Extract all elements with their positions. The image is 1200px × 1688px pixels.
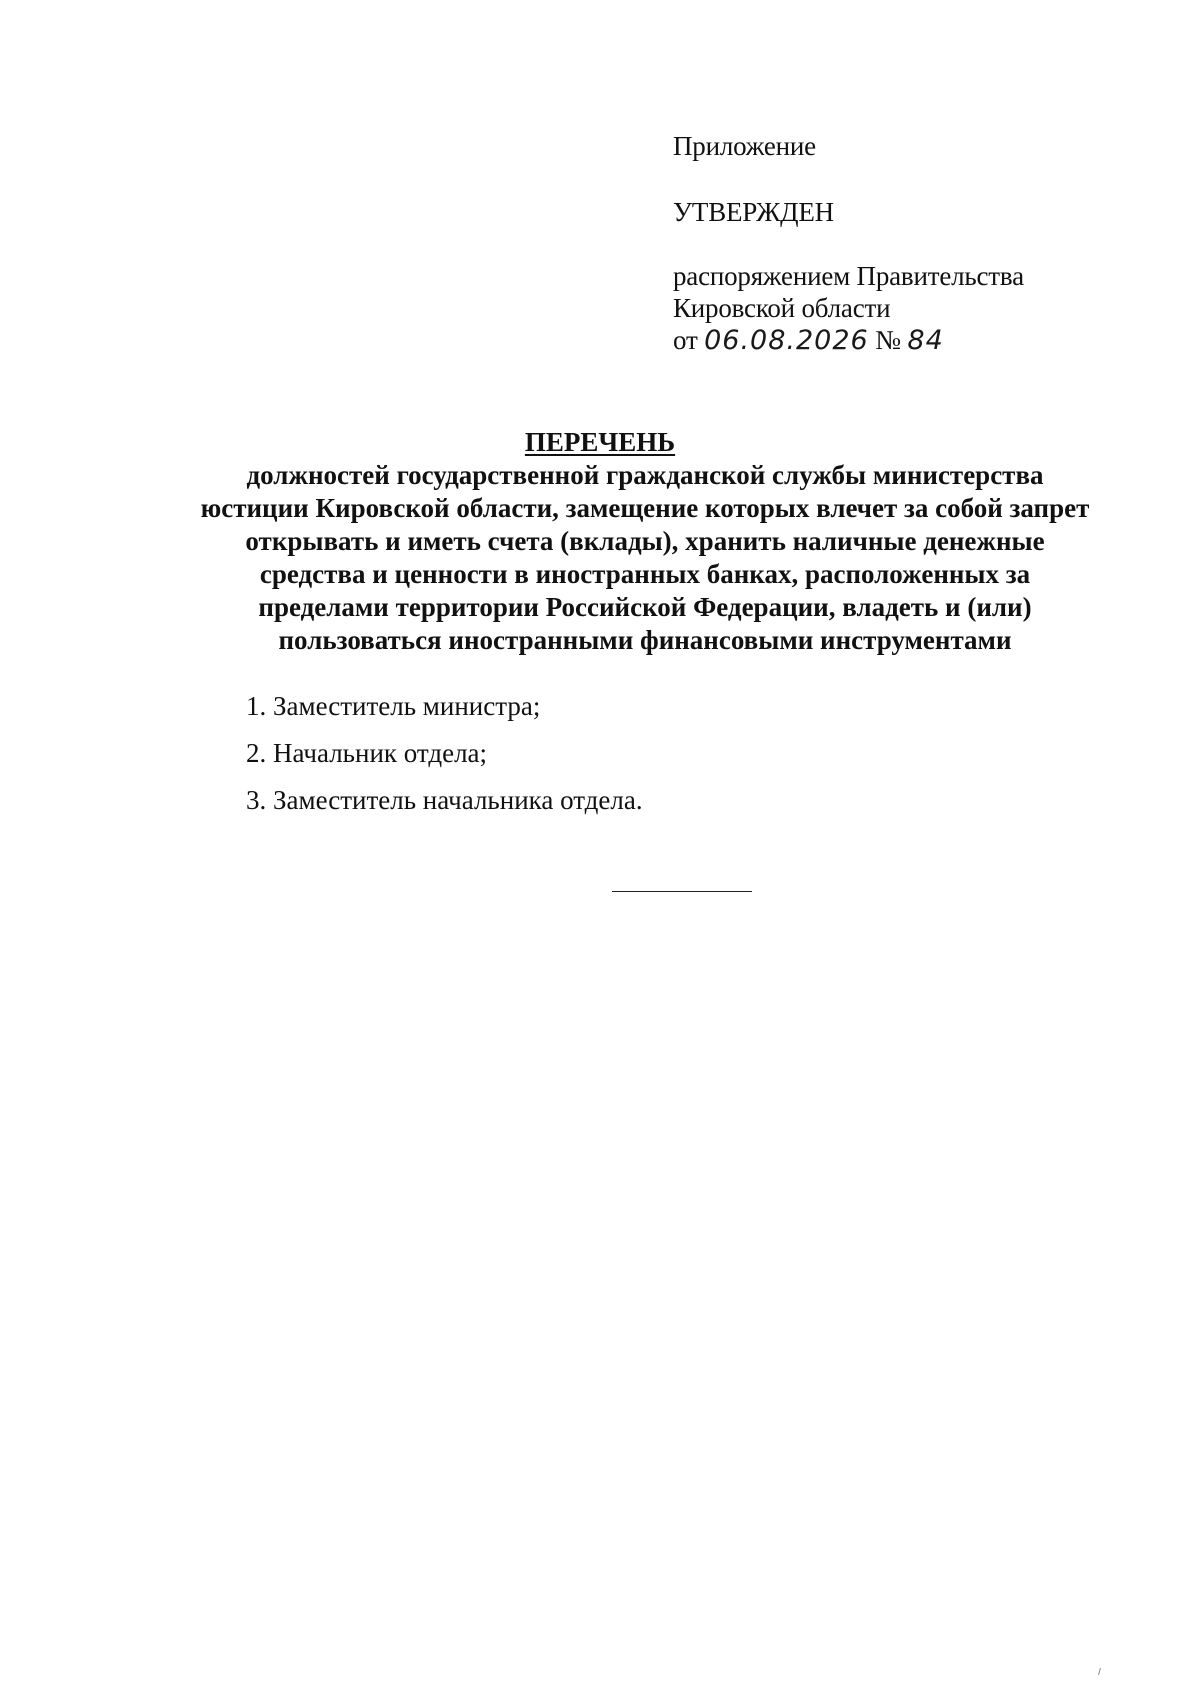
subtitle-line: пользоваться иностранными финансовыми инструментами [278,625,1012,655]
list-item: 3. Заместитель начальника отдела. [246,785,643,815]
subtitle-line: открывать и иметь счета (вклады), хранить наличные денежные [245,526,1045,556]
list-item: 1. Заместитель министра; [246,691,541,721]
handwritten-date: 06.08.2026 [704,325,869,356]
approved-by-line: распоряжением Правительства [673,261,1024,291]
subtitle-line: пределами территории Российской Федерации, владеть и (или) [258,592,1032,622]
list-item: 2. Начальник отдела; [246,738,488,768]
subtitle-line: юстиции Кировской области, замещение которых влечет за собой запрет [200,493,1090,523]
number-sign: № [875,325,901,355]
handwritten-number: 84 [907,325,944,356]
title-text: ПЕРЕЧЕНЬ [524,427,676,457]
closing-rule [612,891,752,892]
subtitle-line: должностей государственной гражданской службы министерства [246,460,1044,490]
date-prefix: от [673,325,698,355]
approved-label: УТВЕРЖДЕН [673,197,834,227]
appendix-label: Приложение [673,131,816,161]
approval-block [673,130,1024,357]
subtitle-line: средства и ценности в иностранных банках, расположенных за [259,559,1031,589]
document-title [0,426,1200,458]
document-subtitle [170,459,1120,657]
authority-line: Кировской области [673,293,891,323]
scan-speck [1098,1668,1101,1675]
positions-list [246,690,643,831]
date-number-line [673,324,1024,357]
